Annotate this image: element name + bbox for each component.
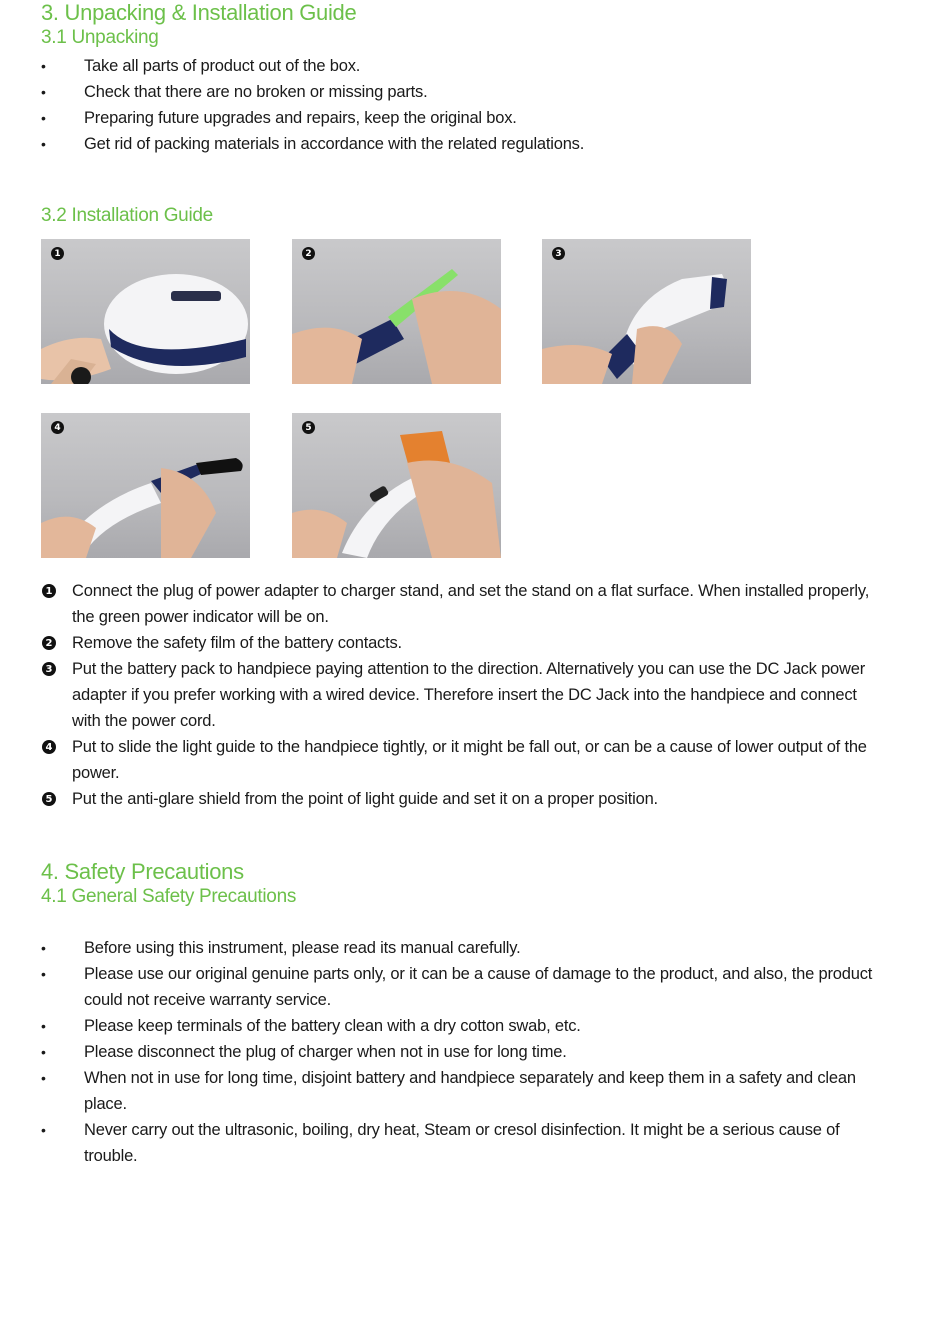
section-3-2-title: 3.2 Installation Guide xyxy=(41,205,213,226)
bullet-icon: • xyxy=(41,1122,46,1138)
step-text: with the power cord. xyxy=(72,712,216,730)
step-5-photo xyxy=(292,413,501,558)
step-number-icon: 4 xyxy=(42,740,56,754)
section-3-1-title: 3.1 Unpacking xyxy=(41,27,159,48)
light-guide-illustration xyxy=(41,413,250,558)
list-item-text: trouble. xyxy=(84,1147,138,1165)
list-item-text: Please keep terminals of the battery clean with a dry cotton swab, etc. xyxy=(84,1017,581,1035)
step-text: Put the anti-glare shield from the point of light guide and set it on a proper position. xyxy=(72,790,658,808)
step-number-icon: 5 xyxy=(42,792,56,806)
list-item-text: When not in use for long time, disjoint battery and handpiece separately and keep them in a safety and clean xyxy=(84,1069,856,1087)
section-4-1-title: 4.1 General Safety Precautions xyxy=(41,886,297,907)
step-text: Put the battery pack to handpiece paying attention to the direction. Alternatively you can use the DC Jack power xyxy=(72,660,866,678)
list-item-text: could not receive warranty service. xyxy=(84,991,332,1009)
list-item-text: Please use our original genuine parts only, or it can be a cause of damage to the product, and also, the product xyxy=(84,965,873,983)
list-item-text: Get rid of packing materials in accordance with the related regulations. xyxy=(84,135,585,153)
bullet-icon: • xyxy=(41,1018,46,1034)
handpiece-battery-illustration xyxy=(542,239,751,384)
step-2-photo xyxy=(292,239,501,384)
step-text: Remove the safety film of the battery contacts. xyxy=(72,634,402,652)
anti-glare-shield-illustration xyxy=(292,413,501,558)
step-badge: 5 xyxy=(302,421,315,434)
step-1-photo xyxy=(41,239,250,384)
bullet-icon: • xyxy=(41,1070,46,1086)
section-3-title: 3. Unpacking & Installation Guide xyxy=(41,0,357,25)
step-text: Put to slide the light guide to the handpiece tightly, or it might be fall out, or can be a cause of lower output of the xyxy=(72,738,867,756)
step-badge: 4 xyxy=(51,421,64,434)
list-item-text: Before using this instrument, please read its manual carefully. xyxy=(84,939,521,957)
bullet-icon: • xyxy=(41,966,46,982)
bullet-icon: • xyxy=(41,136,46,152)
list-item-text: place. xyxy=(84,1095,127,1113)
bullet-icon: • xyxy=(41,84,46,100)
step-badge: 1 xyxy=(51,247,64,260)
bullet-icon: • xyxy=(41,1044,46,1060)
list-item-text: Never carry out the ultrasonic, boiling, dry heat, Steam or cresol disinfection. It might be a serious cause of xyxy=(84,1121,840,1139)
bullet-icon: • xyxy=(41,940,46,956)
bullet-icon: • xyxy=(41,110,46,126)
list-item-text: Please disconnect the plug of charger when not in use for long time. xyxy=(84,1043,567,1061)
step-4-photo xyxy=(41,413,250,558)
step-badge: 3 xyxy=(552,247,565,260)
step-text: the green power indicator will be on. xyxy=(72,608,329,626)
battery-contacts-illustration xyxy=(292,239,501,384)
step-number-icon: 2 xyxy=(42,636,56,650)
list-item-text: Check that there are no broken or missing parts. xyxy=(84,83,428,101)
step-3-photo xyxy=(542,239,751,384)
step-number-icon: 1 xyxy=(42,584,56,598)
charger-stand-illustration xyxy=(41,239,250,384)
section-4-title: 4. Safety Precautions xyxy=(41,859,244,884)
bullet-icon: • xyxy=(41,58,46,74)
step-text: power. xyxy=(72,764,120,782)
step-badge: 2 xyxy=(302,247,315,260)
step-text: adapter if you prefer working with a wired device. Therefore insert the DC Jack into the handpiece and connect xyxy=(72,686,857,704)
step-text: Connect the plug of power adapter to charger stand, and set the stand on a flat surface. When installed properly, xyxy=(72,582,870,600)
step-number-icon: 3 xyxy=(42,662,56,676)
list-item-text: Preparing future upgrades and repairs, keep the original box. xyxy=(84,109,517,127)
list-item-text: Take all parts of product out of the box. xyxy=(84,57,361,75)
